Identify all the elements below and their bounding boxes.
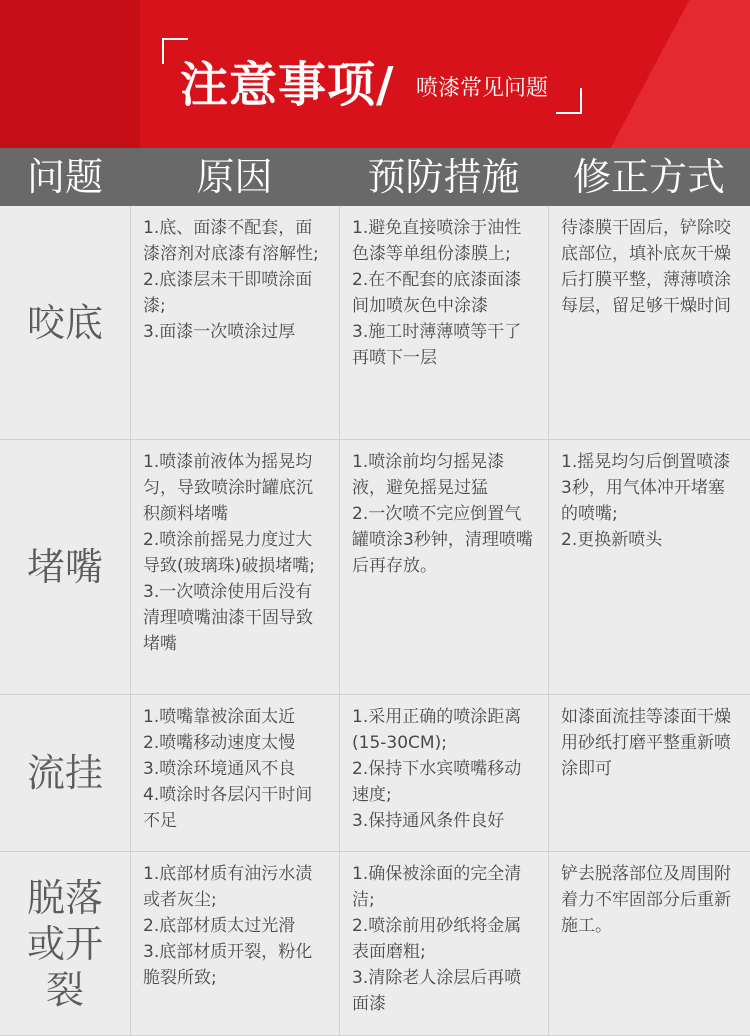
prevention-text: 1.采用正确的喷涂距离(15-30CM); 2.保持下水宾喷嘴移动速度; 3.保持通风条件良好 [339,695,548,851]
problem-name: 流挂 [26,751,103,795]
title-banner [0,0,750,148]
title-frame [162,38,582,114]
cause-text: 1.底、面漆不配套，面漆溶剂对底漆有溶解性; 2.底漆层未干即喷涂面漆; 3.面漆一次喷涂过厚 [130,206,339,439]
cause-text: 1.底部材质有油污水渍或者灰尘; 2.底部材质太过光滑 3.底部材质开裂，粉化脆裂所致; [130,852,339,1035]
fix-text: 如漆面流挂等漆面干燥用砂纸打磨平整重新喷涂即可 [548,695,750,851]
table-header [0,148,750,206]
page-subtitle: 喷漆常见问题 [416,76,549,101]
cause-text: 1.喷嘴靠被涂面太近 2.喷嘴移动速度太慢 3.喷涂环境通风不良 4.喷涂时各层闪干时间不足 [130,695,339,851]
fix-text: 铲去脱落部位及周围附着力不牢固部分后重新施工。 [548,852,750,1035]
table-row [0,852,750,1036]
table-row [0,206,750,440]
prevention-text: 1.避免直接喷涂于油性色漆等单组份漆膜上; 2.在不配套的底漆面漆间加喷灰色中涂漆 3.施工时薄薄喷等干了再喷下一层 [339,206,548,439]
cause-text: 1.喷漆前液体为摇晃均匀，导致喷涂时罐底沉积颜料堵嘴 2.喷涂前摇晃力度过大导致(玻璃珠)破损堵嘴; 3.一次喷涂使用后没有清理喷嘴油漆干固导致堵嘴 [130,440,339,694]
problem-name: 脱落或开裂 [26,875,103,1012]
fix-text: 1.摇晃均匀后倒置喷漆3秒，用气体冲开堵塞的喷嘴; 2.更换新喷头 [548,440,750,694]
banner-stripe-right [611,0,750,148]
header-problem: 问题 [26,155,103,199]
fix-text: 待漆膜干固后，铲除咬底部位，填补底灰干燥后打膜平整，薄薄喷涂每层，留足够干燥时间 [548,206,750,439]
paint-issues-table [0,148,750,1036]
table-row [0,695,750,852]
frame-corner-bottom-right [556,88,582,114]
problem-name: 堵嘴 [26,545,103,589]
page-title: 注意事项/ [180,57,395,113]
banner-stripe-left [0,0,140,148]
header-fix: 修正方式 [572,155,725,199]
header-cause: 原因 [196,155,273,199]
header-prevention: 预防措施 [367,155,520,199]
prevention-text: 1.确保被涂面的完全清洁; 2.喷涂前用砂纸将金属表面磨粗; 3.清除老人涂层后再喷面漆 [339,852,548,1035]
table-row [0,440,750,695]
problem-name: 咬底 [26,300,103,345]
prevention-text: 1.喷涂前均匀摇晃漆液，避免摇晃过猛 2.一次喷不完应倒置气罐喷涂3秒钟，清理喷嘴后再存放。 [339,440,548,694]
